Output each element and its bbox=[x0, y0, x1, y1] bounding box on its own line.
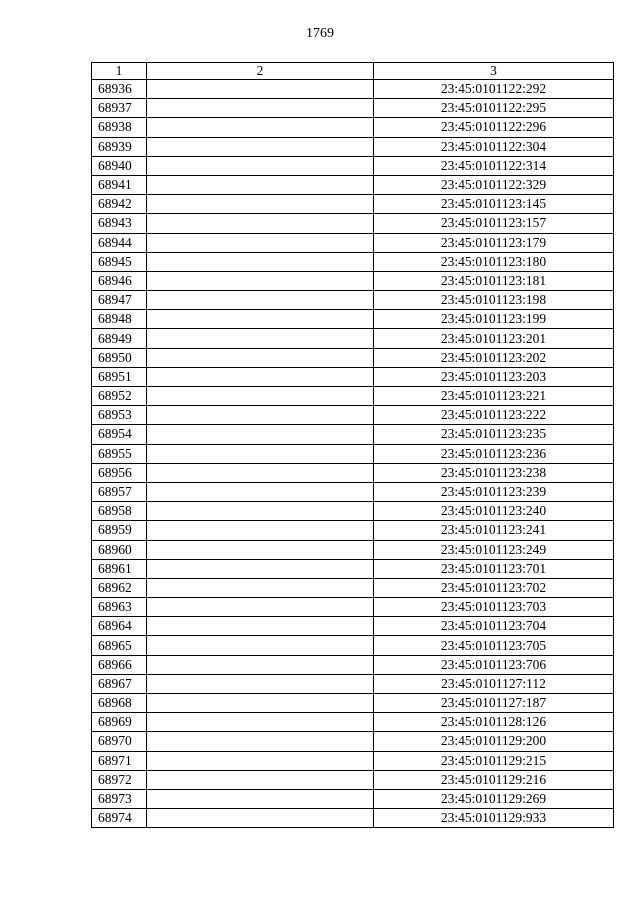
row-number-cell: 68948 bbox=[92, 310, 147, 329]
row-number-cell: 68945 bbox=[92, 252, 147, 271]
table-row bbox=[92, 291, 614, 310]
cadastral-number-cell: 23:45:0101122:329 bbox=[374, 175, 614, 194]
table-body bbox=[92, 80, 614, 828]
cadastral-number-cell: 23:45:0101123:238 bbox=[374, 463, 614, 482]
row-number-cell: 68949 bbox=[92, 329, 147, 348]
empty-cell bbox=[147, 271, 374, 290]
table-row bbox=[92, 99, 614, 118]
empty-cell bbox=[147, 598, 374, 617]
empty-cell bbox=[147, 636, 374, 655]
row-number-cell: 68956 bbox=[92, 463, 147, 482]
empty-cell bbox=[147, 195, 374, 214]
empty-cell bbox=[147, 540, 374, 559]
row-number-cell: 68950 bbox=[92, 348, 147, 367]
table-row bbox=[92, 444, 614, 463]
cadastral-number-cell: 23:45:0101123:201 bbox=[374, 329, 614, 348]
column-header-2: 2 bbox=[147, 63, 374, 80]
row-number-cell: 68974 bbox=[92, 809, 147, 828]
empty-cell bbox=[147, 789, 374, 808]
cadastral-number-cell: 23:45:0101123:222 bbox=[374, 406, 614, 425]
table-row bbox=[92, 770, 614, 789]
table-row bbox=[92, 559, 614, 578]
empty-cell bbox=[147, 137, 374, 156]
cadastral-number-cell: 23:45:0101123:203 bbox=[374, 367, 614, 386]
cadastral-number-cell: 23:45:0101123:236 bbox=[374, 444, 614, 463]
cadastral-number-cell: 23:45:0101129:933 bbox=[374, 809, 614, 828]
cadastral-number-cell: 23:45:0101123:180 bbox=[374, 252, 614, 271]
cadastral-number-cell: 23:45:0101123:235 bbox=[374, 425, 614, 444]
row-number-cell: 68960 bbox=[92, 540, 147, 559]
cadastral-number-cell: 23:45:0101129:200 bbox=[374, 732, 614, 751]
cadastral-number-cell: 23:45:0101123:702 bbox=[374, 578, 614, 597]
empty-cell bbox=[147, 770, 374, 789]
table-row bbox=[92, 636, 614, 655]
cadastral-number-cell: 23:45:0101123:705 bbox=[374, 636, 614, 655]
cadastral-number-cell: 23:45:0101123:157 bbox=[374, 214, 614, 233]
empty-cell bbox=[147, 809, 374, 828]
row-number-cell: 68937 bbox=[92, 99, 147, 118]
table-row bbox=[92, 310, 614, 329]
empty-cell bbox=[147, 559, 374, 578]
table-row bbox=[92, 751, 614, 770]
table-row bbox=[92, 502, 614, 521]
empty-cell bbox=[147, 674, 374, 693]
row-number-cell: 68940 bbox=[92, 156, 147, 175]
cadastral-number-cell: 23:45:0101129:215 bbox=[374, 751, 614, 770]
table-row bbox=[92, 540, 614, 559]
empty-cell bbox=[147, 521, 374, 540]
table-row bbox=[92, 732, 614, 751]
table-row bbox=[92, 252, 614, 271]
table-row bbox=[92, 195, 614, 214]
table-row bbox=[92, 674, 614, 693]
row-number-cell: 68936 bbox=[92, 80, 147, 99]
table-row bbox=[92, 617, 614, 636]
row-number-cell: 68941 bbox=[92, 175, 147, 194]
empty-cell bbox=[147, 156, 374, 175]
empty-cell bbox=[147, 329, 374, 348]
row-number-cell: 68955 bbox=[92, 444, 147, 463]
empty-cell bbox=[147, 425, 374, 444]
row-number-cell: 68962 bbox=[92, 578, 147, 597]
page-number: 1769 bbox=[306, 26, 334, 41]
row-number-cell: 68973 bbox=[92, 789, 147, 808]
row-number-cell: 68958 bbox=[92, 502, 147, 521]
row-number-cell: 68961 bbox=[92, 559, 147, 578]
cadastral-number-cell: 23:45:0101123:179 bbox=[374, 233, 614, 252]
empty-cell bbox=[147, 713, 374, 732]
row-number-cell: 68964 bbox=[92, 617, 147, 636]
cadastral-number-cell: 23:45:0101123:221 bbox=[374, 387, 614, 406]
row-number-cell: 68939 bbox=[92, 137, 147, 156]
row-number-cell: 68966 bbox=[92, 655, 147, 674]
cadastral-number-cell: 23:45:0101127:187 bbox=[374, 694, 614, 713]
table-row bbox=[92, 348, 614, 367]
empty-cell bbox=[147, 655, 374, 674]
cadastral-number-cell: 23:45:0101123:701 bbox=[374, 559, 614, 578]
row-number-cell: 68959 bbox=[92, 521, 147, 540]
table-row bbox=[92, 713, 614, 732]
table-row bbox=[92, 156, 614, 175]
empty-cell bbox=[147, 310, 374, 329]
cadastral-number-cell: 23:45:0101122:292 bbox=[374, 80, 614, 99]
empty-cell bbox=[147, 118, 374, 137]
cadastral-number-cell: 23:45:0101123:198 bbox=[374, 291, 614, 310]
empty-cell bbox=[147, 406, 374, 425]
empty-cell bbox=[147, 367, 374, 386]
empty-cell bbox=[147, 463, 374, 482]
table-row bbox=[92, 233, 614, 252]
row-number-cell: 68968 bbox=[92, 694, 147, 713]
empty-cell bbox=[147, 578, 374, 597]
row-number-cell: 68947 bbox=[92, 291, 147, 310]
cadastral-number-cell: 23:45:0101122:304 bbox=[374, 137, 614, 156]
empty-cell bbox=[147, 694, 374, 713]
empty-cell bbox=[147, 99, 374, 118]
cadastral-number-cell: 23:45:0101123:241 bbox=[374, 521, 614, 540]
empty-cell bbox=[147, 732, 374, 751]
row-number-cell: 68944 bbox=[92, 233, 147, 252]
table-row bbox=[92, 118, 614, 137]
table-row bbox=[92, 521, 614, 540]
row-number-cell: 68952 bbox=[92, 387, 147, 406]
header-row bbox=[92, 63, 614, 80]
row-number-cell: 68957 bbox=[92, 482, 147, 501]
row-number-cell: 68971 bbox=[92, 751, 147, 770]
cadastral-number-cell: 23:45:0101122:296 bbox=[374, 118, 614, 137]
table-row bbox=[92, 214, 614, 233]
empty-cell bbox=[147, 502, 374, 521]
empty-cell bbox=[147, 348, 374, 367]
row-number-cell: 68972 bbox=[92, 770, 147, 789]
table-row bbox=[92, 598, 614, 617]
cadastral-number-cell: 23:45:0101123:199 bbox=[374, 310, 614, 329]
table-row bbox=[92, 655, 614, 674]
empty-cell bbox=[147, 617, 374, 636]
empty-cell bbox=[147, 751, 374, 770]
empty-cell bbox=[147, 444, 374, 463]
row-number-cell: 68954 bbox=[92, 425, 147, 444]
registry-table bbox=[91, 62, 614, 828]
table-row bbox=[92, 175, 614, 194]
empty-cell bbox=[147, 387, 374, 406]
table-row bbox=[92, 137, 614, 156]
cadastral-number-cell: 23:45:0101123:704 bbox=[374, 617, 614, 636]
table-row bbox=[92, 387, 614, 406]
cadastral-number-cell: 23:45:0101123:202 bbox=[374, 348, 614, 367]
table-row bbox=[92, 809, 614, 828]
empty-cell bbox=[147, 214, 374, 233]
table-row bbox=[92, 578, 614, 597]
cadastral-number-cell: 23:45:0101123:240 bbox=[374, 502, 614, 521]
cadastral-number-cell: 23:45:0101129:269 bbox=[374, 789, 614, 808]
cadastral-number-cell: 23:45:0101123:145 bbox=[374, 195, 614, 214]
column-header-1: 1 bbox=[92, 63, 147, 80]
table-row bbox=[92, 80, 614, 99]
row-number-cell: 68946 bbox=[92, 271, 147, 290]
row-number-cell: 68970 bbox=[92, 732, 147, 751]
cadastral-number-cell: 23:45:0101123:181 bbox=[374, 271, 614, 290]
empty-cell bbox=[147, 233, 374, 252]
cadastral-number-cell: 23:45:0101123:706 bbox=[374, 655, 614, 674]
cadastral-number-cell: 23:45:0101129:216 bbox=[374, 770, 614, 789]
cadastral-number-cell: 23:45:0101128:126 bbox=[374, 713, 614, 732]
table-row bbox=[92, 406, 614, 425]
table-row bbox=[92, 789, 614, 808]
table-row bbox=[92, 271, 614, 290]
cadastral-number-cell: 23:45:0101123:703 bbox=[374, 598, 614, 617]
table-row bbox=[92, 463, 614, 482]
cadastral-number-cell: 23:45:0101123:239 bbox=[374, 482, 614, 501]
table-row bbox=[92, 425, 614, 444]
row-number-cell: 68943 bbox=[92, 214, 147, 233]
column-header-3: 3 bbox=[374, 63, 614, 80]
empty-cell bbox=[147, 252, 374, 271]
row-number-cell: 68938 bbox=[92, 118, 147, 137]
empty-cell bbox=[147, 80, 374, 99]
empty-cell bbox=[147, 482, 374, 501]
row-number-cell: 68965 bbox=[92, 636, 147, 655]
row-number-cell: 68969 bbox=[92, 713, 147, 732]
row-number-cell: 68953 bbox=[92, 406, 147, 425]
empty-cell bbox=[147, 175, 374, 194]
row-number-cell: 68967 bbox=[92, 674, 147, 693]
cadastral-number-cell: 23:45:0101123:249 bbox=[374, 540, 614, 559]
cadastral-number-cell: 23:45:0101127:112 bbox=[374, 674, 614, 693]
row-number-cell: 68942 bbox=[92, 195, 147, 214]
cadastral-number-cell: 23:45:0101122:295 bbox=[374, 99, 614, 118]
table-header bbox=[92, 63, 614, 80]
row-number-cell: 68951 bbox=[92, 367, 147, 386]
table-row bbox=[92, 367, 614, 386]
table-row bbox=[92, 482, 614, 501]
empty-cell bbox=[147, 291, 374, 310]
table-row bbox=[92, 329, 614, 348]
cadastral-number-cell: 23:45:0101122:314 bbox=[374, 156, 614, 175]
row-number-cell: 68963 bbox=[92, 598, 147, 617]
table-row bbox=[92, 694, 614, 713]
